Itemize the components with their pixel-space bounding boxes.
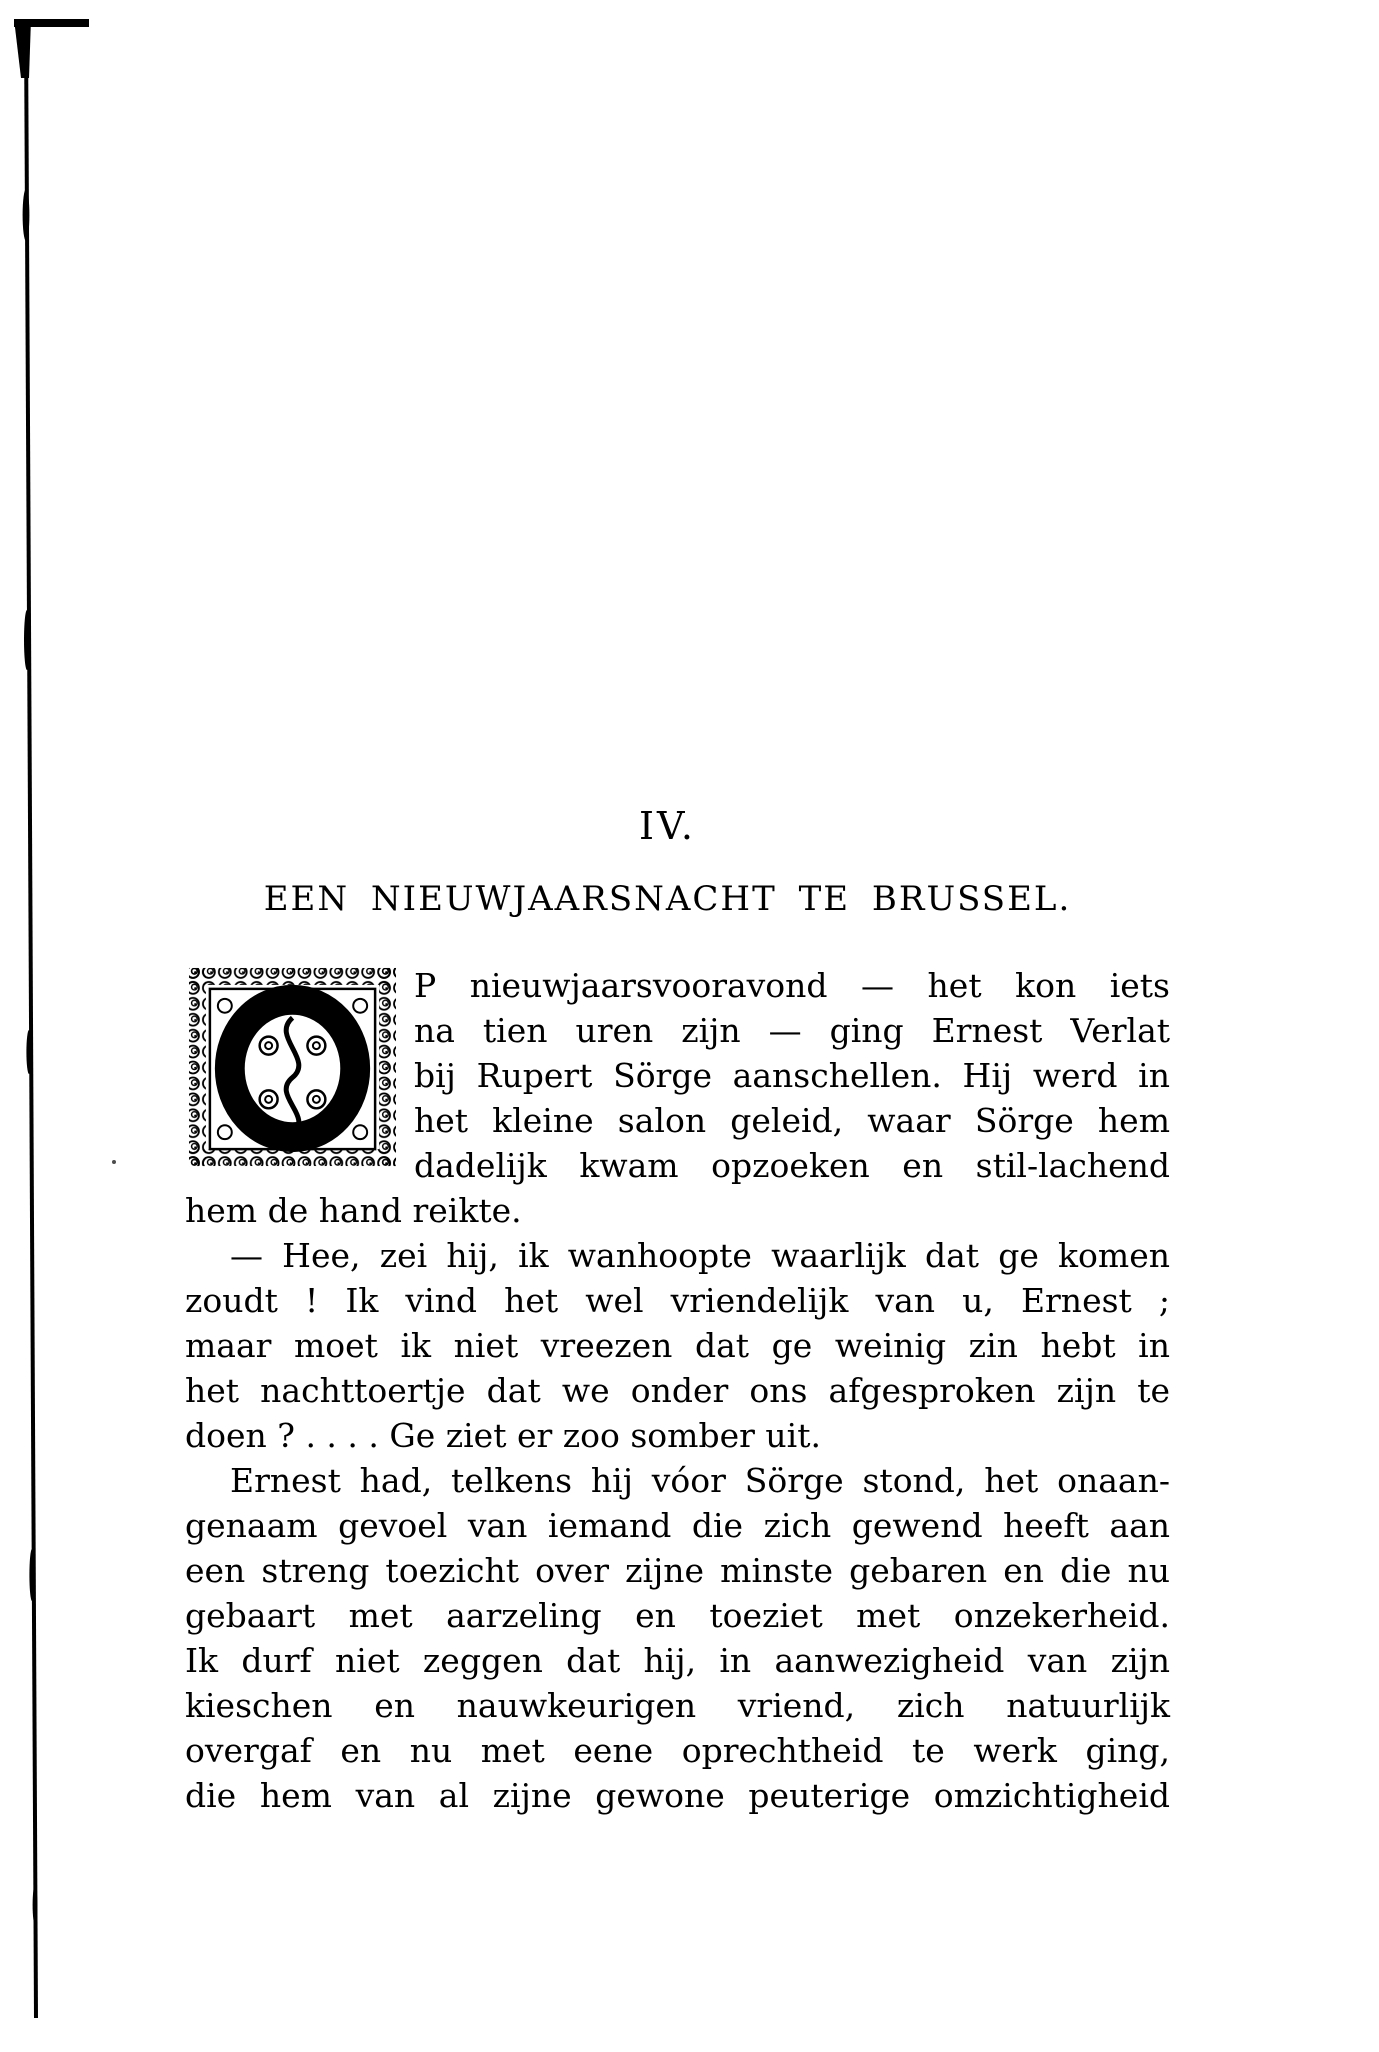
text-line: het nachttoertje dat we onder ons afgesproken zijn te	[185, 1371, 1170, 1410]
text-line: maar moet ik niet vreezen dat ge weinig zin hebt in	[185, 1326, 1170, 1365]
body-text	[185, 963, 1170, 1818]
text-line: Ik durf niet zeggen dat hij, in aanwezigheid van zijn	[185, 1641, 1170, 1680]
text-line: P nieuwjaarsvooravond — het kon iets	[414, 966, 1170, 1005]
chapter-title: EEN NIEUWJAARSNACHT TE BRUSSEL.	[263, 879, 1072, 919]
text-line: dadelijk kwam opzoeken en stil-lachend	[414, 1146, 1170, 1185]
text-line: gebaart met aarzeling en toeziet met onzekerheid.	[185, 1596, 1170, 1635]
text-line: een streng toezicht over zijne minste gebaren en die nu	[185, 1551, 1170, 1590]
paragraph-dialogue	[185, 1233, 1170, 1458]
text-line: genaam gevoel van iemand die zich gewend heeft aan	[185, 1506, 1170, 1545]
text-line: overgaf en nu met eene oprechtheid te werk ging,	[185, 1731, 1170, 1770]
text-line: zoudt ! Ik vind het wel vriendelijk van u, Ernest ;	[185, 1281, 1170, 1320]
text-line: Ernest had, telkens hij vóor Sörge stond, het onaan-	[230, 1461, 1170, 1500]
text-line: na tien uren zijn — ging Ernest Verlat	[414, 1011, 1170, 1050]
scan-edge-line-icon	[0, 0, 140, 2052]
chapter-number: IV.	[639, 804, 696, 848]
text-line: doen ? . . . . Ge ziet er zoo somber uit.	[185, 1416, 821, 1455]
scan-speck	[112, 1160, 116, 1164]
text-line: het kleine salon geleid, waar Sörge hem	[414, 1101, 1170, 1140]
ornamental-initial-o	[185, 964, 400, 1174]
paragraph-narration	[185, 1458, 1170, 1818]
text-line: die hem van al zijne gewone peuterige omzichtigheid	[185, 1776, 1170, 1815]
text-line: — Hee, zei hij, ik wanhoopte waarlijk dat ge komen	[230, 1236, 1170, 1275]
scan-edge-artifact	[0, 0, 140, 2052]
text-line: hem de hand reikte.	[185, 1191, 522, 1230]
text-line: kieschen en nauwkeurigen vriend, zich natuurlijk	[185, 1686, 1170, 1725]
text-line: bij Rupert Sörge aanschellen. Hij werd in	[414, 1056, 1170, 1095]
paragraph-opening	[185, 963, 1170, 1233]
drop-cap-ornament-icon	[185, 964, 400, 1174]
